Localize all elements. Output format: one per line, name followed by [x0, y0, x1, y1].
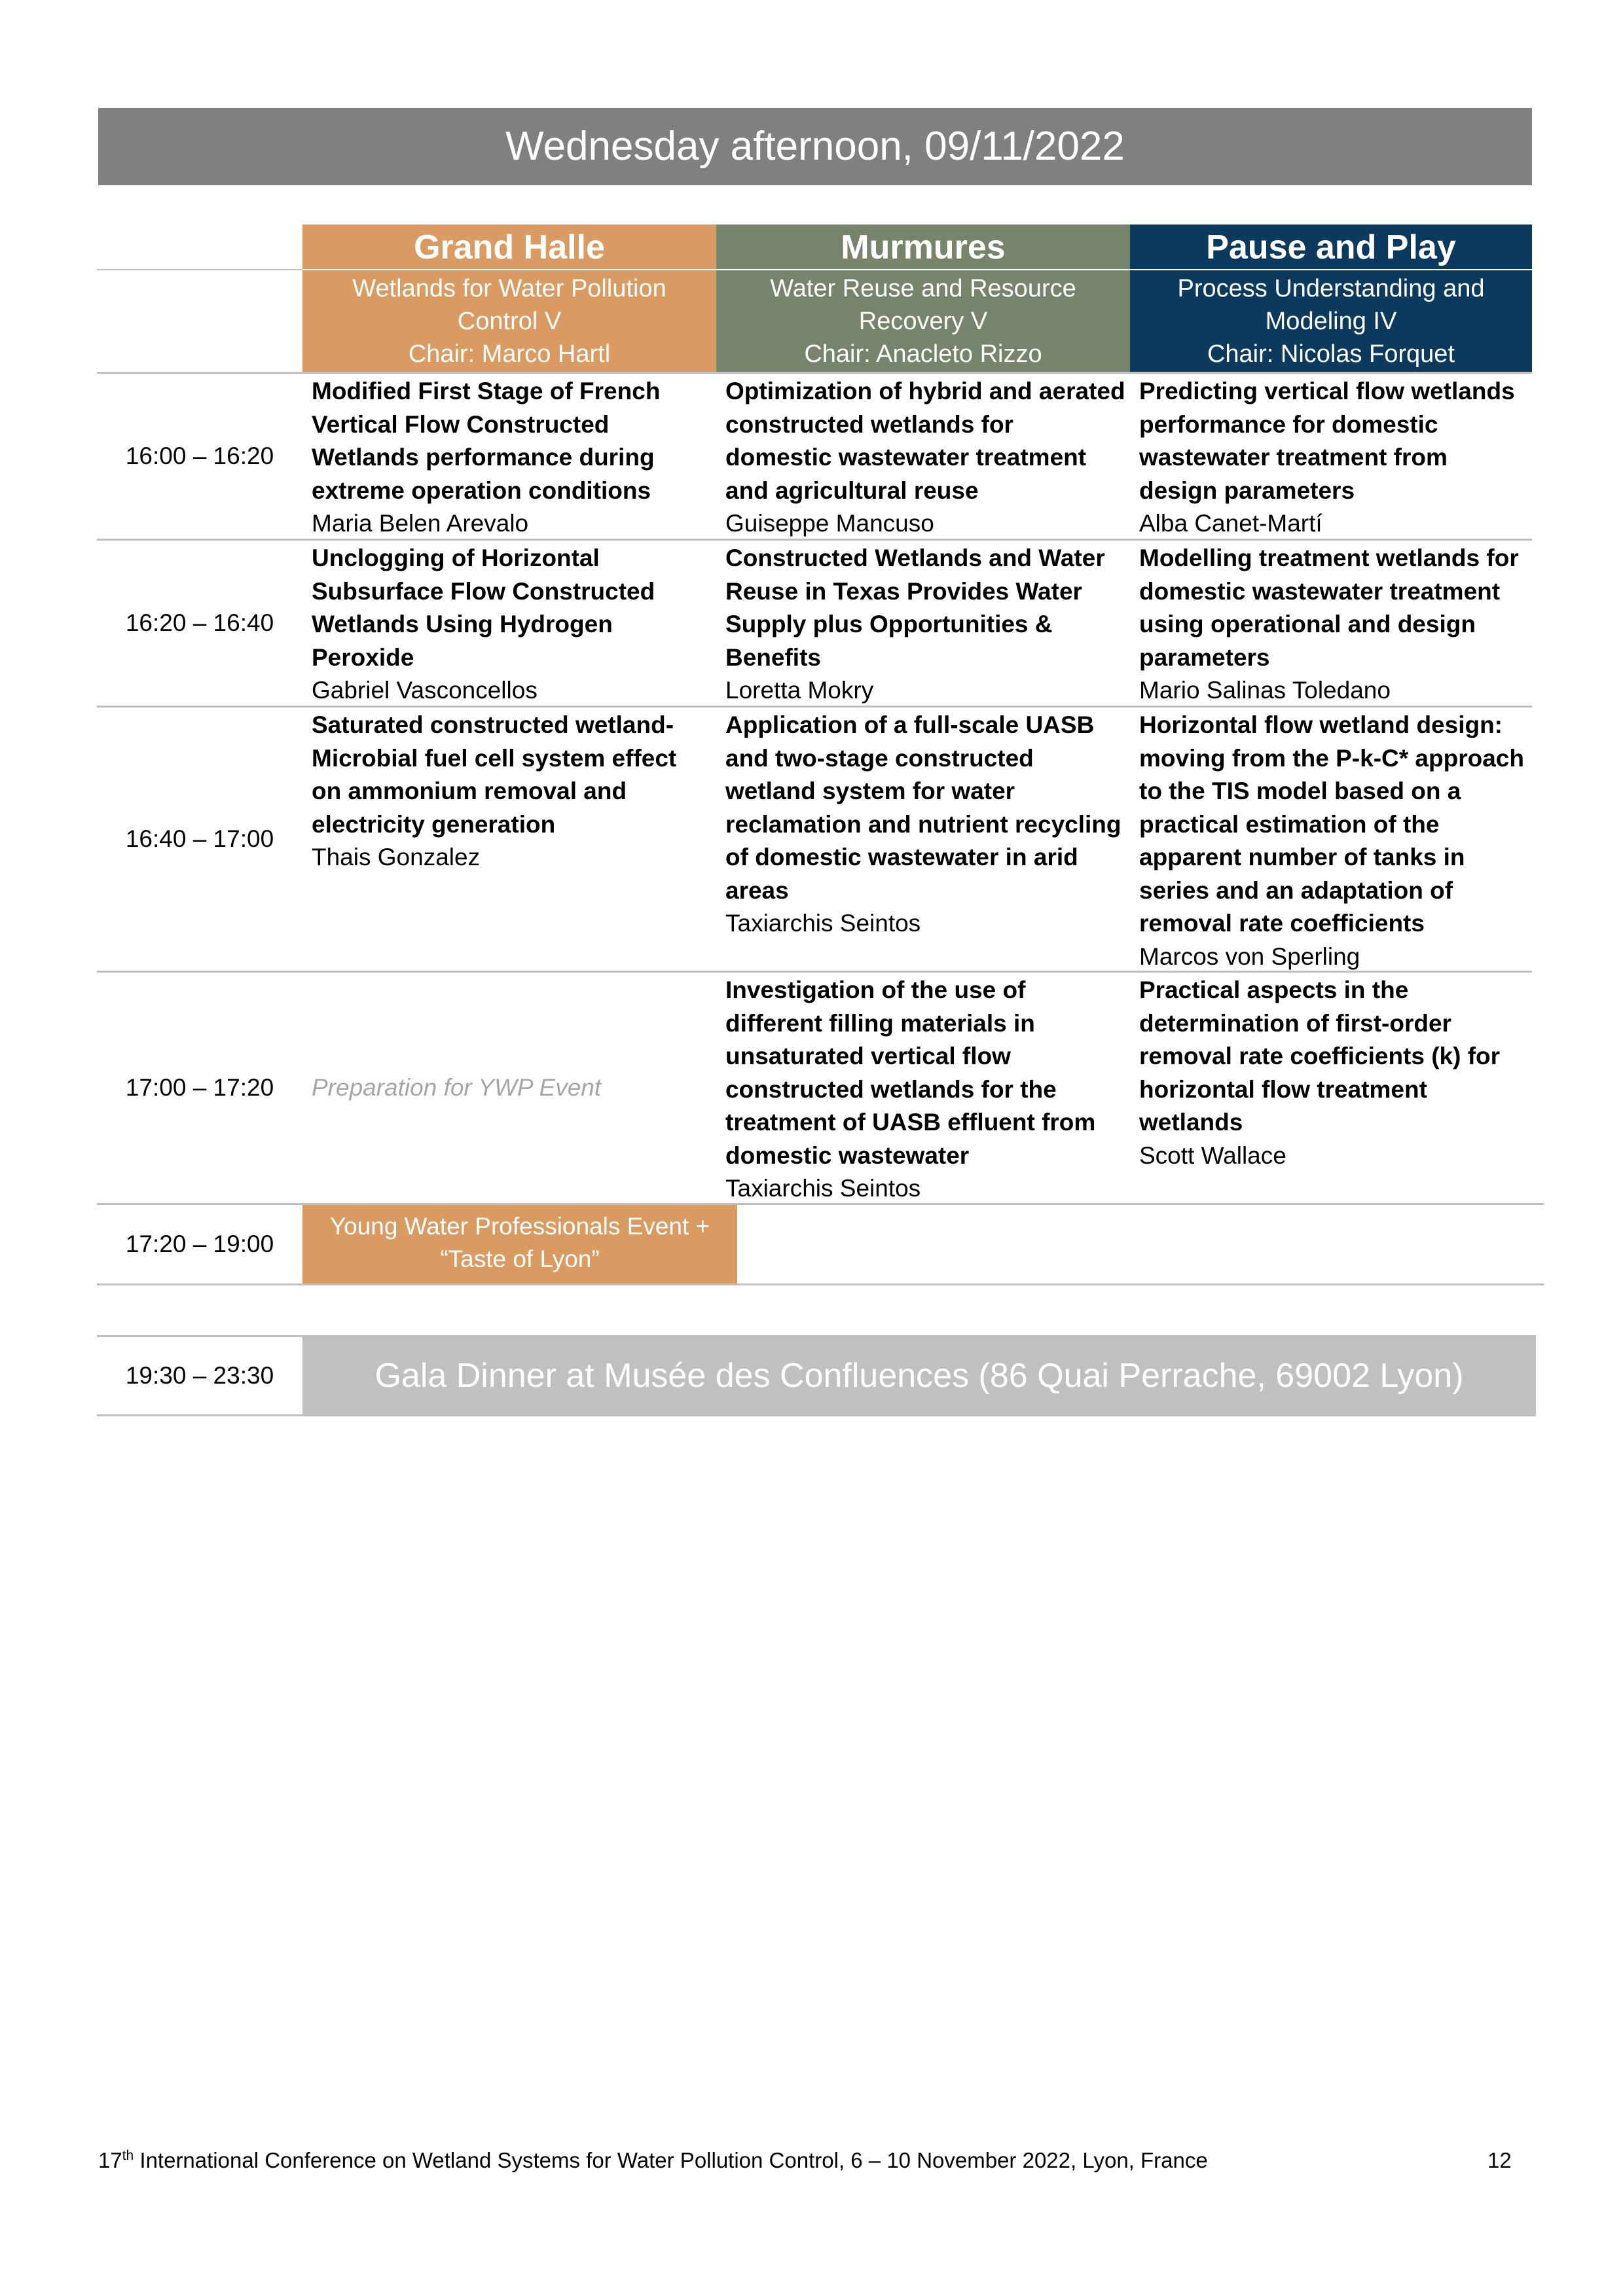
ywp-line: Young Water Professionals Event + [329, 1213, 710, 1240]
talk-title: Unclogging of Horizontal Subsurface Flow Constructed Wetlands Using Hydrogen Peroxide [312, 545, 655, 671]
talk-author: Maria Belen Arevalo [312, 510, 529, 537]
ywp-event [302, 1205, 737, 1283]
page-number: 12 [1487, 2148, 1512, 2172]
day-banner: Wednesday afternoon, 09/11/2022 [98, 108, 1532, 185]
session-header-row [97, 270, 1532, 372]
talk-author: Taxiarchis Seintos [725, 910, 921, 937]
session-title-line: Water Reuse and Resource [770, 275, 1076, 302]
session-chair: Chair: Marco Hartl [408, 340, 611, 368]
room-pause-and-play: Pause and Play [1130, 224, 1532, 270]
talk-title: Constructed Wetlands and Water Reuse in Texas Provides Water Supply plus Opportunities & Benefits [725, 545, 1105, 671]
talk-title: Predicting vertical flow wetlands performance for domestic wastewater treatment from design parameters [1139, 378, 1515, 504]
slot-row [97, 971, 1532, 1203]
talk-cell [302, 708, 716, 971]
talk-title: Application of a full-scale UASB and two-stage constructed wetland system for water reclamation and nutrient recycling of domestic wastewater in arid areas [725, 711, 1122, 904]
gala-row [97, 1335, 1536, 1416]
session-title-line: Process Understanding and [1177, 275, 1485, 302]
talk-title: Modified First Stage of French Vertical Flow Constructed Wetlands performance during extreme operation conditions [312, 378, 661, 504]
room-header-row [97, 224, 1532, 270]
footer-ordinal: 17 [98, 2148, 122, 2172]
ywp-line: “Taste of Lyon” [440, 1246, 600, 1272]
talk-cell [1130, 973, 1532, 1203]
talk-cell [302, 541, 716, 706]
talk-title: Optimization of hybrid and aerated constructed wetlands for domestic wastewater treatment and agricultural reuse [725, 378, 1125, 504]
header-spacer [97, 224, 302, 270]
talk-author: Thais Gonzalez [312, 844, 481, 870]
talk-title: Modelling treatment wetlands for domestic wastewater treatment using operational and design parameters [1139, 545, 1519, 671]
slot-row [97, 706, 1532, 971]
slot-row [97, 372, 1532, 539]
talk-author: Gabriel Vasconcellos [312, 677, 538, 704]
talk-author: Alba Canet-Martí [1139, 510, 1322, 537]
talk-author: Loretta Mokry [725, 677, 874, 704]
talk-cell [1130, 374, 1532, 539]
session-pause-and-play [1130, 270, 1532, 372]
slot-time: 17:00 – 17:20 [125, 1074, 274, 1101]
session-spacer [97, 270, 302, 372]
talk-author: Scott Wallace [1139, 1141, 1286, 1169]
slot-row [97, 539, 1532, 706]
talk-author: Taxiarchis Seintos [725, 1175, 921, 1202]
room-murmures: Murmures [716, 224, 1130, 270]
session-title-line: Modeling IV [1265, 308, 1397, 335]
slot-time: 16:20 – 16:40 [125, 609, 274, 636]
talk-author: Marcos von Sperling [1139, 942, 1360, 970]
talk-cell [1130, 708, 1532, 971]
session-grand-halle [302, 270, 716, 372]
gala-event: Gala Dinner at Musée des Confluences (86 Quai Perrache, 69002 Lyon) [302, 1337, 1536, 1414]
talk-title: Horizontal flow wetland design: moving from the P-k-C* approach to the TIS model based on a practical estimation of the apparent number of tanks in series and an adaptation of removal rate coefficients [1139, 711, 1524, 937]
session-murmures [716, 270, 1130, 372]
ywp-row [97, 1203, 1544, 1285]
session-chair: Chair: Nicolas Forquet [1207, 340, 1455, 368]
talk-cell [716, 708, 1130, 971]
talk-title: Saturated constructed wetland-Microbial fuel cell system effect on ammonium removal and electricity generation [312, 711, 677, 838]
slot-time: 16:00 – 16:20 [125, 442, 274, 469]
slot-time: 16:40 – 17:00 [125, 825, 274, 852]
talk-author: Mario Salinas Toledano [1139, 677, 1391, 704]
room-grand-halle: Grand Halle [302, 224, 716, 270]
session-title-line: Recovery V [858, 308, 988, 335]
footer-ordinal-suffix: th [122, 2148, 134, 2163]
footer-text: International Conference on Wetland Systems for Water Pollution Control, 6 – 10 November 2022, Lyon, France [134, 2148, 1208, 2172]
schedule-table [97, 224, 1532, 1285]
talk-title: Practical aspects in the determination of first-order removal rate coefficients (k) for horizontal flow treatment wetlands [1139, 977, 1501, 1136]
slot-time: 19:30 – 23:30 [125, 1362, 274, 1389]
session-chair: Chair: Anacleto Rizzo [804, 340, 1042, 368]
page-footer [98, 2148, 1208, 2173]
talk-cell [1130, 541, 1532, 706]
talk-cell [716, 374, 1130, 539]
session-title-line: Control V [457, 308, 562, 335]
talk-cell [716, 541, 1130, 706]
prep-note: Preparation for YWP Event [312, 1073, 602, 1101]
slot-time: 17:20 – 19:00 [125, 1230, 274, 1257]
session-title-line: Wetlands for Water Pollution [352, 275, 666, 302]
talk-author: Guiseppe Mancuso [725, 510, 934, 537]
talk-cell [302, 374, 716, 539]
talk-title: Investigation of the use of different filling materials in unsaturated vertical flow constructed wetlands for the treatment of UASB effluent from domestic wastewater [725, 977, 1096, 1169]
talk-cell [716, 973, 1130, 1203]
